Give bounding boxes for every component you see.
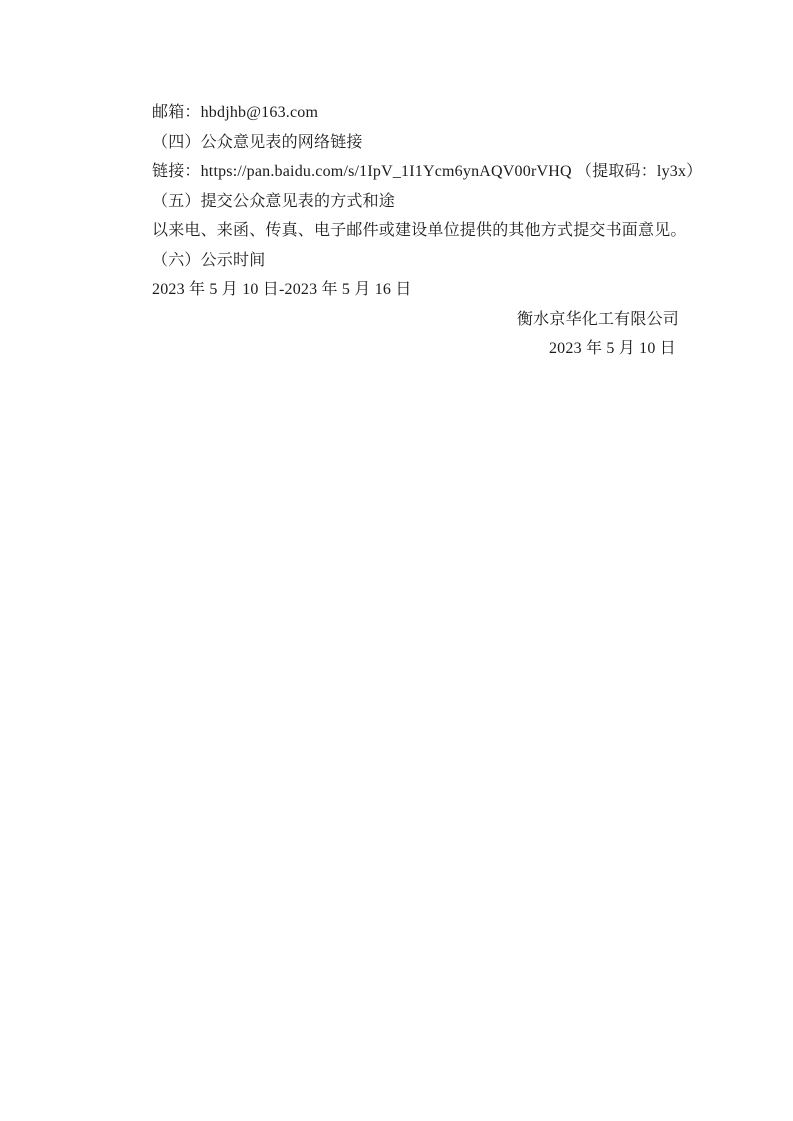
signature-date: 2023 年 5 月 10 日 (548, 340, 676, 357)
line-submission-methods: 以来电、来函、传真、电子邮件或建设单位提供的其他方式提交书面意见。 (152, 222, 687, 239)
heading-section-4: （四）公众意见表的网络链接 (152, 133, 363, 151)
document-text-block (152, 98, 703, 364)
heading-section-6: （六）公示时间 (152, 251, 266, 269)
line-email: 邮箱：hbdjhb@163.com (152, 104, 319, 121)
line-publicity-period: 2023 年 5 月 10 日-2023 年 5 月 16 日 (152, 281, 412, 298)
heading-section-5: （五）提交公众意见表的方式和途 (152, 192, 396, 210)
signature-company-name: 衡水京华化工有限公司 (516, 310, 679, 328)
line-network-link: 链接：https://pan.baidu.com/s/1IpV_1I1Ycm6ynAQV00rVHQ （提取码：ly3x） (152, 163, 703, 180)
